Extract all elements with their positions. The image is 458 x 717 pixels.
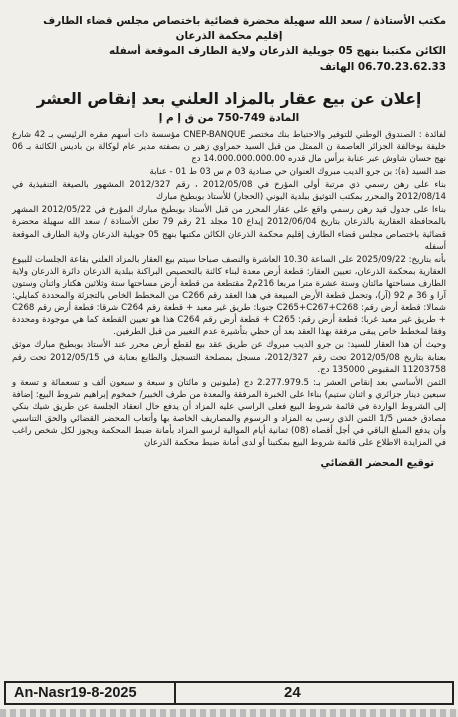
bailiff-office-header (12, 14, 446, 75)
header-address-line: الكائن مكتبنا بنهج 05 جويلية الذرعان ولاية الطارف الموقعة أسفله (109, 45, 446, 58)
legal-article-reference: المادة 749-750 من ق إ م إ (158, 111, 300, 124)
page-number: 24 (284, 684, 301, 701)
registration-paragraph: بناءا على جدول قيد رهن رسمي واقع على عقار المحرر من قبل الأستاذ بوبطيخ مبارك المؤرخ في 2012/05/22 المشهر بالمحافظة العقارية بالذرعان بتاريخ 2012/06/04 إيداع 10 مجلد 21 رقم 79 تعلن الأستاذة / سعد الله سهيلة محضرة قضائية باختصاص مجلس قضاء الطارف إقليم محكمة الذرعان الكائن مكتبها بنهج 05 جويلية الذرعان ولاية الطارف الموقعة أسفله (12, 205, 447, 252)
newspaper-date: An-Nasr19-8-2025 (14, 685, 137, 701)
announcement-body (12, 129, 446, 449)
header-phone-line: 06.70.23.62.33 الهاتف (319, 60, 446, 73)
bailiff-signature-label: توقيع المحضر القضائي (320, 458, 434, 470)
ownership-paragraph: وحيث أن هذا العقار للسيد: بن جرو الديب مبروك عن طريق عقد بيع لقطع أرض محرر عند الأستاذ بوبطيخ مبارك موثق بعنابة بتاريخ 2012/05/08 تحت رقم 2012/327، مسجل بمصلحة التسجيل والطابع بعنابة في 2012/05/15 تحت رقم 11203758 المقبوض 135000 دج. (12, 340, 446, 375)
page-footer (4, 681, 454, 705)
header-court-line: إقليم محكمة الذرعان (175, 30, 283, 43)
footer-divider (174, 683, 176, 703)
price-conditions-paragraph: الثمن الأساسي بعد إنقاص العشر بـ: 2.277.979.5 دج (مليونين و مائتان و سبعة و سبعون ألف و تسعمائة و تسعة و سبعين دينار جزائري و اثنان ستيم) بناءا على الخبرة المرفقة والمعدة من طرف الخبير/ خمخوم إبراهيم شروط البيع: إضافة إلى الشروط الواردة في قائمة شروط البيع فعلى الراسي عليه المزاد أن يدفع حال انعقاد الجلسة عن طريق شيك بنكي مصادق خمس 1/5 الثمن الذي رسى به المزاد و الرسوم والمصاريف الخاصة بها وأتعاب المحضر القضائي والحق التناسبي وأن يدفع المبلغ الباقي في أجل أقصاه (08) ثمانية أيام الموالية لرسو المزاد بأمانة ضبط المحكمة ويجوز لكل شخص راغب في المزايدة الاطلاع على قائمة شروط البيع بمكتبنا أو لدى أمانة ضبط محكمة الذرعان (12, 377, 446, 449)
sale-details-paragraph: بأنه بتاريخ: 2025/09/22 على الساعة 10.30 العاشرة والنصف صباحا سيتم بيع العقار بالمزاد العلني بقاعة الجلسات للبيوع العقارية بمحكمة الذرعان، تعيين العقار: قطعة أرض معدة لبناء كائنة بالتحصيص البراكنة ببلدية الذرعان دائرة الذرعان ولاية الطارف مساحتها مائتان وستة عشرة مترا مربعا 216م2 مقتطعة من قطعة أرض مساحتها ستة وثلاثين هكتار واثنان وستون آرا و 36 م 92 (آر)، وتحمل قطعة الأرض المبيعة في هذا العقد رقم C266 من المخطط الخاص بالتجزئة والمحددة كمايلي: شمالا: قطعة أرض رقم: C265+C267+C268 جنوبا: طريق غير معبد + قطعة رقم C264 شرقا: قطعة أرض رقم C268 + طريق غير معبد غربا: قطعة أرض رقم: C265 + قطعة أرض رقم C264 هذا هو تعيين القطعة كما هي موجودة ومحددة وفقا لمخطط خاص يبقى مرفقة بهذا العقد بعد أن حظي بتأشيرة عدم التغيير من قبل الطرفين. (12, 254, 447, 338)
bottom-edge-strip (0, 709, 458, 717)
creditor-paragraph: لفائدة : الصندوق الوطني للتوفير والاحتياط بنك مختصر CNEP-BANQUE مؤسسة ذات أسهم مقره الرئيسي بـ 42 شارع خليفة بوخالفة الجزائر العاصمة ن الممثل من قبل السيد حمراوي زهير ن بصفته مدير عام لوكالة بن باديس الكائنة بـ 06 نهج حسان شاوش عبر عنابة برأس مال قدره 14.000.000.000.00 دج (12, 129, 446, 164)
debtor-paragraph: ضد السيد (ة): بن جرو الديب مبروك العنوان حي صنادية 03 م س 03 ط 01 - عنابة (149, 167, 446, 178)
mortgage-paragraph: بناء على رهن رسمي ذي مرتبة أولى المؤرخ في 2012/05/08 ، رقم 2012/327 المشهور بالصيغة التنفيذية في 2012/08/14 والمحرر بمكتب التوثيق ببلدية البوني (الحجار) للأستاذ بوبطيخ مبارك (12, 180, 446, 203)
header-office-line: مكتب الأستاذة / سعد الله سهيلة محضرة قضائية باختصاص مجلس قضاء الطارف (43, 15, 446, 27)
announcement-title: إعلان عن بيع عقار بالمزاد العلني بعد إنقاص العشر (36, 89, 422, 108)
